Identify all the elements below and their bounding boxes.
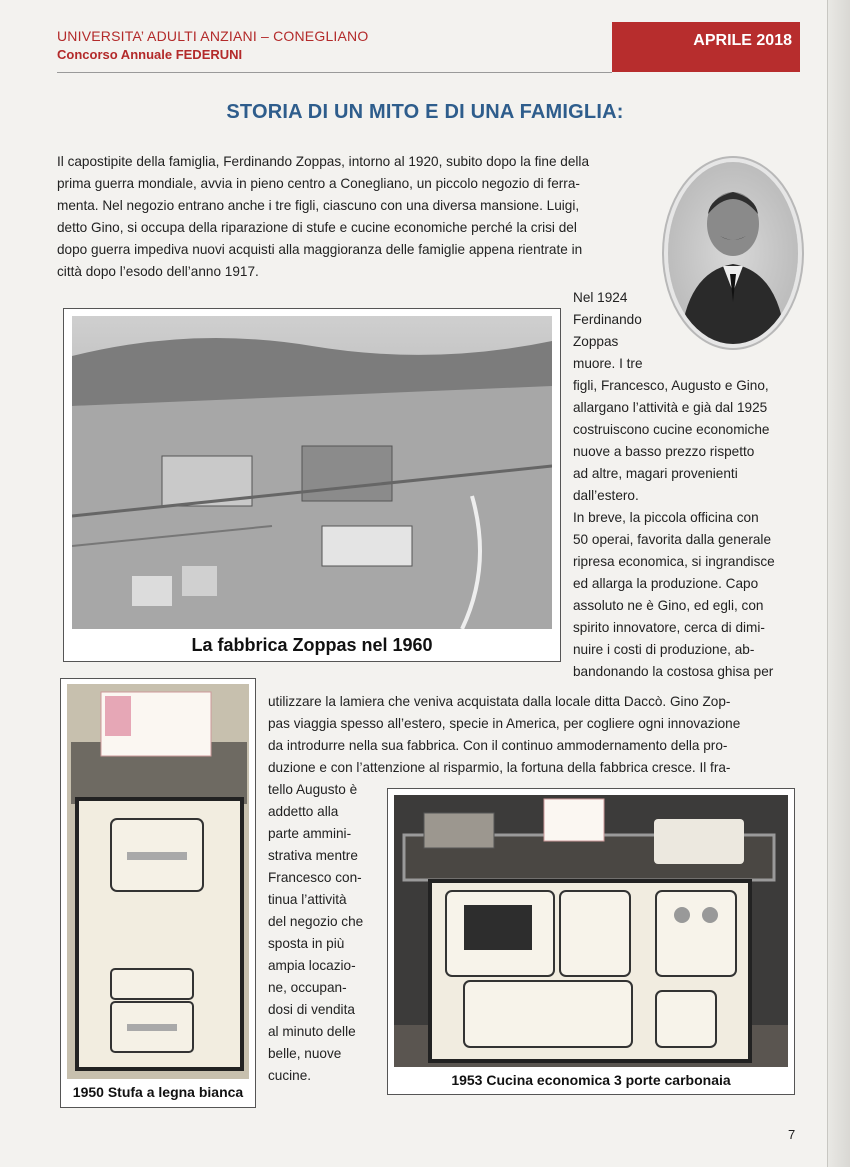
middle-line: duzione e con l’attenzione al risparmio, la fortuna della fabbrica cresce. Il fra- xyxy=(268,760,731,775)
right-column-main xyxy=(573,375,799,683)
right-column-line: 50 operai, favorita dalla generale xyxy=(573,532,771,547)
right-column-line: Nel 1924 xyxy=(573,290,628,305)
narrow-line: tello Augusto è xyxy=(268,782,358,797)
right-column-line: assoluto ne è Gino, ed egli, con xyxy=(573,598,764,613)
narrow-line: strativa mentre xyxy=(268,848,358,863)
factory-photo xyxy=(72,316,552,629)
middle-line: da introdurre nella sua fabbrica. Con il continuo ammodernamento della pro- xyxy=(268,738,728,753)
right-column-line: nuove a basso prezzo rispetto xyxy=(573,444,755,459)
intro-line: menta. Nel negozio entrano anche i tre figli, ciascuno con una diversa mansione. Luigi, xyxy=(57,198,580,213)
narrow-line: Francesco con- xyxy=(268,870,362,885)
header-left xyxy=(57,28,368,62)
right-column-line: figli, Francesco, Augusto e Gino, xyxy=(573,378,769,393)
header-divider xyxy=(57,72,612,73)
middle-line: pas viaggia spesso all’estero, specie in America, per cogliere ogni innovazione xyxy=(268,716,741,731)
narrow-line: al minuto delle xyxy=(268,1024,356,1039)
header-contest: Concorso Annuale FEDERUNI xyxy=(57,47,243,62)
intro-line: dopo guerra impediva nuovi acquisti alla maggioranza delle famiglie appena rientrate in xyxy=(57,242,583,257)
right-column-line: allargano l’attività e già dal 1925 xyxy=(573,400,768,415)
factory-photo-frame xyxy=(63,308,561,662)
right-column-line: ad altre, magari provenienti xyxy=(573,466,738,481)
right-column-line: bandonando la costosa ghisa per xyxy=(573,664,774,679)
narrow-line: tinua l’attività xyxy=(268,892,347,907)
narrow-line: addetto alla xyxy=(268,804,339,819)
article-title: STORIA DI UN MITO E DI UNA FAMIGLIA: xyxy=(226,101,624,123)
right-column-line: muore. I tre xyxy=(573,356,643,371)
narrow-line: cucine. xyxy=(268,1068,312,1083)
intro-line: prima guerra mondiale, avvia in pieno centro a Conegliano, un piccolo negozio di ferra- xyxy=(57,176,580,191)
right-column-line: In breve, la piccola officina con xyxy=(573,510,759,525)
narrow-line: parte ammini- xyxy=(268,826,352,841)
page-edge xyxy=(827,0,850,1167)
intro-paragraph xyxy=(57,151,662,283)
narrow-line: del negozio che xyxy=(268,914,364,929)
narrow-column xyxy=(268,779,378,1087)
header-institution: UNIVERSITA’ ADULTI ANZIANI – CONEGLIANO xyxy=(57,28,369,44)
narrow-line: belle, nuove xyxy=(268,1046,342,1061)
right-column-line: costruiscono cucine economiche xyxy=(573,422,770,437)
kitchen-photo-frame xyxy=(387,788,795,1095)
header-date-banner xyxy=(612,22,800,72)
right-column-line: Zoppas xyxy=(573,334,619,349)
stove-caption: 1950 Stufa a legna bianca xyxy=(72,1084,244,1100)
factory-caption: La fabbrica Zoppas nel 1960 xyxy=(191,635,433,655)
right-column-intro xyxy=(573,287,663,375)
kitchen-caption: 1953 Cucina economica 3 porte carbonaia xyxy=(451,1072,731,1088)
stove-photo xyxy=(67,684,249,1079)
intro-line: città dopo l’esodo dell’anno 1917. xyxy=(57,264,259,279)
middle-line: utilizzare la lamiera che veniva acquistata dalla locale ditta Daccò. Gino Zop- xyxy=(268,694,731,709)
kitchen-photo xyxy=(394,795,788,1067)
right-column-line: spirito innovatore, cerca di dimi- xyxy=(573,620,765,635)
narrow-line: ne, occupan- xyxy=(268,980,347,995)
right-column-line: nuire i costi di produzione, ab- xyxy=(573,642,755,657)
intro-line: detto Gino, si occupa della riparazione di stufe e cucine economiche perché la crisi del xyxy=(57,220,577,235)
right-column-line: ripresa economica, si ingrandisce xyxy=(573,554,775,569)
stove-photo-frame xyxy=(60,678,256,1108)
page-number: 7 xyxy=(788,1127,796,1142)
right-column-line: ed allarga la produzione. Capo xyxy=(573,576,759,591)
narrow-line: dosi di vendita xyxy=(268,1002,355,1017)
right-column-line: Ferdinando xyxy=(573,312,642,327)
middle-paragraph xyxy=(268,691,799,779)
intro-line: Il capostipite della famiglia, Ferdinando Zoppas, intorno al 1920, subito dopo la fine della xyxy=(57,154,590,169)
portrait-ferdinando-zoppas xyxy=(668,162,798,344)
narrow-line: ampia locazio- xyxy=(268,958,356,973)
narrow-line: sposta in più xyxy=(268,936,345,951)
right-column-line: dall’estero. xyxy=(573,488,639,503)
header-date: APRILE 2018 xyxy=(693,32,792,49)
